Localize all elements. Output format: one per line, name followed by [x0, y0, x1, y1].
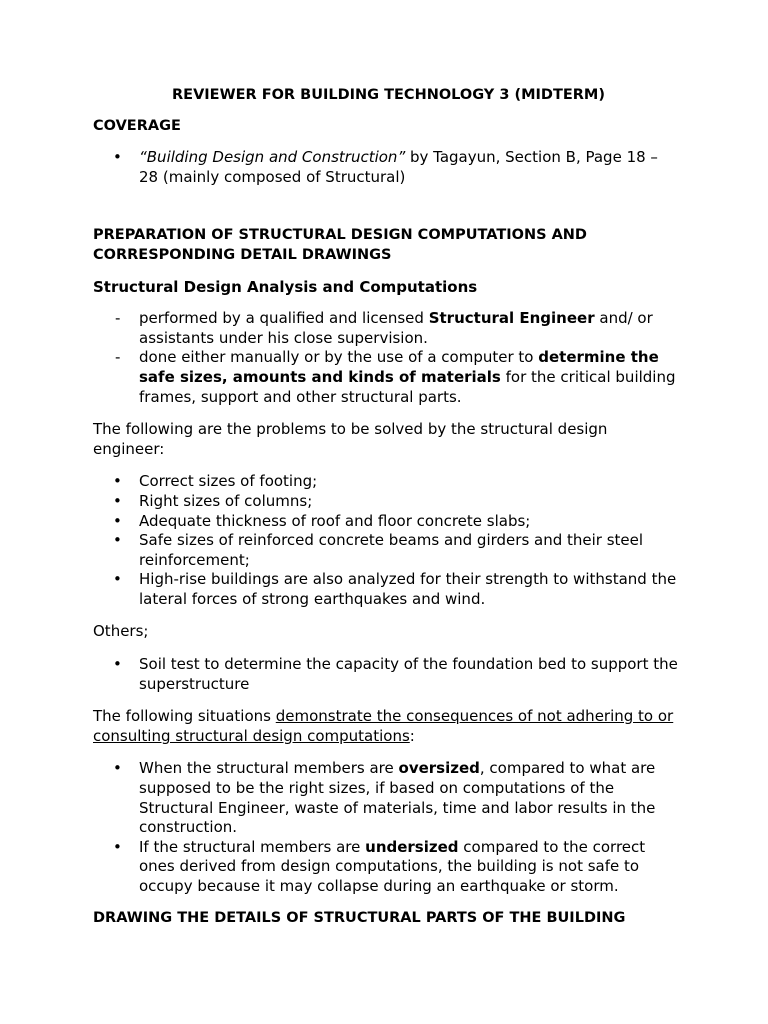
- subheading-analysis: Structural Design Analysis and Computations: [93, 277, 478, 296]
- section-heading-structural-design: PREPARATION OF STRUCTURAL DESIGN COMPUTATIONS AND CORRESPONDING DETAIL DRAWINGS: [93, 227, 587, 263]
- spacer: [93, 746, 678, 759]
- coverage-item: [93, 148, 678, 187]
- spacer: [93, 694, 678, 707]
- spacer: [93, 459, 678, 472]
- situations-intro-text: :: [409, 726, 415, 745]
- spacer: [93, 897, 678, 909]
- spacer: [93, 266, 678, 278]
- dash-item-bold: Structural Engineer: [428, 309, 595, 328]
- situations-intro-underlined: demonstrate the consequences of not adhering to or consulting structural design computations: [93, 707, 674, 745]
- dash-item-bold: determine the safe sizes, amounts and kinds of materials: [139, 348, 659, 386]
- situations-intro: [93, 707, 678, 746]
- situations-intro-text: The following situations: [93, 707, 276, 726]
- others-list: [93, 655, 678, 694]
- situation-text: When the structural members are: [139, 759, 399, 778]
- situation-text: If the structural members are: [139, 837, 366, 856]
- situations-list: [93, 759, 678, 896]
- spacer: [93, 407, 678, 420]
- dash-item-text: and/ or assistants under his close supervision.: [139, 309, 653, 347]
- dash-list: [93, 309, 678, 407]
- dash-item: [93, 309, 678, 348]
- coverage-heading: COVERAGE: [93, 117, 181, 134]
- book-title: “Building Design and Construction”: [139, 148, 406, 167]
- spacer: [93, 642, 678, 655]
- list-item: • Right sizes of columns;: [93, 492, 678, 512]
- others-label: Others;: [93, 622, 149, 641]
- spacer: [93, 609, 678, 622]
- coverage-item-text: by Tagayun, Section B, Page 18 – 28 (mainly composed of Structural): [139, 148, 658, 186]
- dash-item: [93, 348, 678, 407]
- list-item: • Soil test to determine the capacity of the foundation bed to support the superstructure: [93, 655, 678, 694]
- problems-list: [93, 472, 678, 609]
- spacer: [93, 297, 678, 309]
- document-page: [93, 86, 678, 928]
- dash-item-text: done either manually or by the use of a computer to: [139, 348, 539, 367]
- situation-text: , compared to what are supposed to be the right sizes, if based on computations of the Structural Engineer, waste of materials, time and labor results in the construction.: [139, 759, 656, 837]
- dash-item-text: for the critical building frames, support and other structural parts.: [139, 367, 676, 406]
- list-item: [93, 759, 678, 837]
- spacer: [93, 136, 678, 148]
- section-heading-drawing-details: DRAWING THE DETAILS OF STRUCTURAL PARTS OF THE BUILDING: [93, 909, 626, 926]
- dash-item-text: performed by a qualified and licensed: [139, 309, 429, 328]
- problems-intro: The following are the problems to be solved by the structural design engineer:: [93, 420, 608, 458]
- list-item: • Correct sizes of footing;: [93, 472, 678, 492]
- list-item: • Adequate thickness of roof and floor concrete slabs;: [93, 512, 678, 532]
- spacer: [93, 187, 678, 226]
- document-title: REVIEWER FOR BUILDING TECHNOLOGY 3 (MIDTERM): [172, 87, 605, 103]
- situation-bold: oversized: [398, 759, 480, 778]
- list-item: [93, 838, 678, 897]
- list-item: • Safe sizes of reinforced concrete beams and girders and their steel reinforcement;: [93, 531, 678, 570]
- situation-bold: undersized: [365, 837, 459, 856]
- coverage-list: [93, 148, 678, 187]
- situation-text: compared to the correct ones derived from design computations, the building is not safe to occupy because it may collapse during an earthquake or storm.: [139, 837, 646, 895]
- list-item: • High-rise buildings are also analyzed for their strength to withstand the lateral forces of strong earthquakes and wind.: [93, 570, 678, 609]
